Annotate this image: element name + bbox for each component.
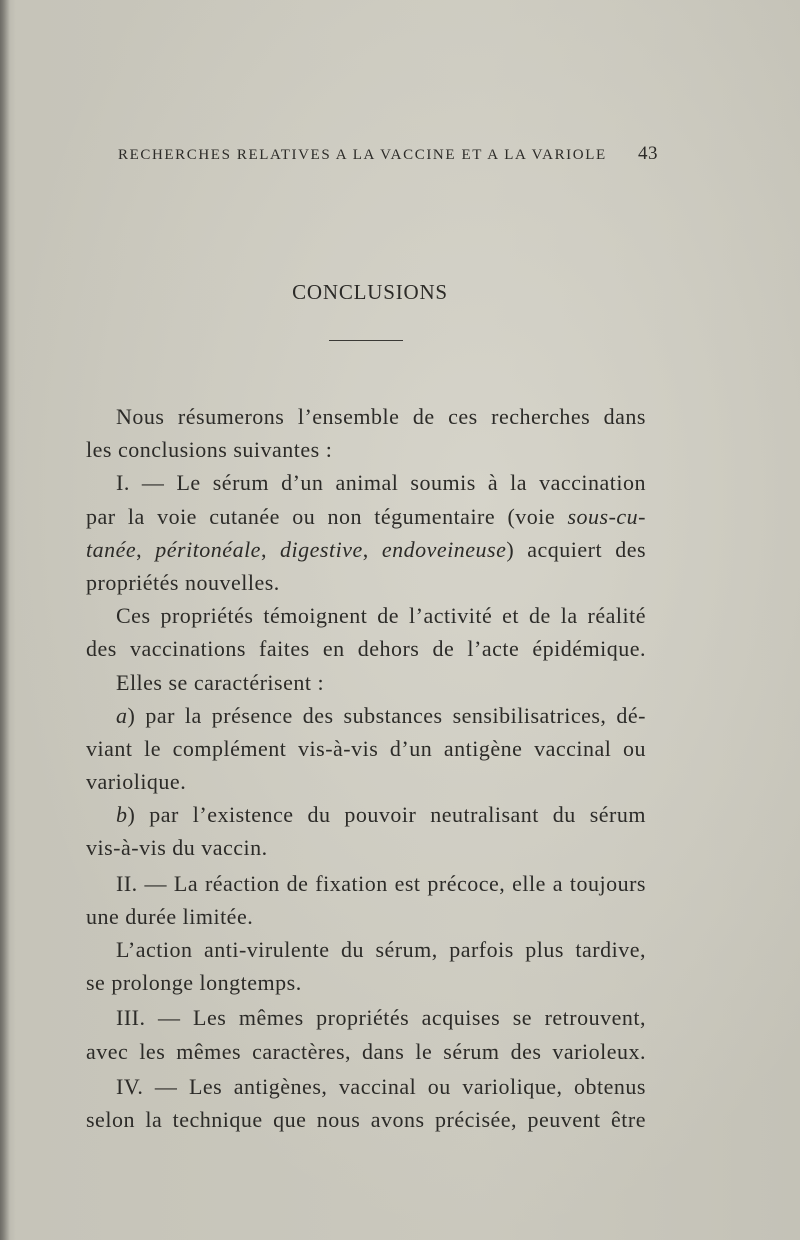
paragraph-line bbox=[86, 699, 646, 732]
section-title: CONCLUSIONS bbox=[292, 280, 448, 304]
paragraph-line: Elles se caractérisent : bbox=[116, 669, 325, 695]
paragraph-line: I. — Le sérum d’un animal soumis à la vaccination bbox=[116, 470, 646, 496]
italic-text: sous-cu- bbox=[567, 503, 647, 529]
line-text: ) acquiert des bbox=[506, 536, 647, 562]
italic-text: digestive bbox=[280, 536, 363, 562]
body-text bbox=[86, 400, 646, 1136]
separator: , bbox=[362, 536, 382, 562]
paragraph-line: les conclusions suivantes : bbox=[86, 437, 333, 463]
binding-edge-shadow bbox=[0, 0, 10, 1240]
page-number: 43 bbox=[638, 143, 658, 164]
paragraph-line: II. — La réaction de fixation est précoce, elle a toujours bbox=[116, 870, 646, 896]
paragraph-line: une durée limitée. bbox=[86, 903, 254, 929]
paragraph-line bbox=[86, 500, 646, 533]
italic-text: tanée bbox=[86, 536, 137, 562]
paragraph-line: des vaccinations faites en dehors de l’acte épidémique. bbox=[86, 636, 646, 662]
italic-text: endoveineuse bbox=[381, 536, 507, 562]
italic-text: b bbox=[116, 802, 128, 828]
paragraph-line: selon la technique que nous avons précisée, peuvent être bbox=[86, 1106, 646, 1132]
paragraph-line: III. — Les mêmes propriétés acquises se retrouvent, bbox=[116, 1005, 646, 1031]
line-text: ) par l’existence du pouvoir neutralisant du sérum bbox=[127, 802, 646, 828]
running-title: RECHERCHES RELATIVES A LA VACCINE ET A LA VARIOLE bbox=[118, 147, 607, 163]
paragraph-line: viant le complément vis-à-vis d’un antigène vaccinal ou bbox=[86, 735, 646, 761]
paragraph-line bbox=[86, 533, 646, 566]
line-text: par la voie cutanée ou non tégumentaire (voie bbox=[86, 503, 556, 529]
paragraph-line: vis-à-vis du vaccin. bbox=[86, 835, 268, 861]
separator: , bbox=[136, 536, 156, 562]
italic-text: péritonéale bbox=[155, 536, 261, 562]
paragraph-line: Nous résumerons l’ensemble de ces recherches dans bbox=[116, 404, 646, 429]
separator: , bbox=[260, 536, 281, 562]
paragraph-line: IV. — Les antigènes, vaccinal ou variolique, obtenus bbox=[116, 1073, 646, 1099]
italic-text: a bbox=[116, 702, 128, 728]
paragraph-line: Ces propriétés témoignent de l’activité et de la réalité bbox=[116, 603, 646, 629]
paragraph-line: propriétés nouvelles. bbox=[86, 569, 280, 595]
paragraph-line: avec les mêmes caractères, dans le sérum des varioleux. bbox=[86, 1038, 646, 1064]
line-text: ) par la présence des substances sensibilisatrices, dé- bbox=[127, 702, 646, 728]
paragraph-line bbox=[86, 798, 646, 831]
title-divider bbox=[329, 340, 403, 341]
paragraph-line: L’action anti-virulente du sérum, parfois plus tardive, bbox=[116, 937, 646, 962]
running-head bbox=[118, 143, 658, 169]
paragraph-line: variolique. bbox=[86, 769, 187, 795]
paragraph-line: se prolonge longtemps. bbox=[86, 970, 302, 996]
